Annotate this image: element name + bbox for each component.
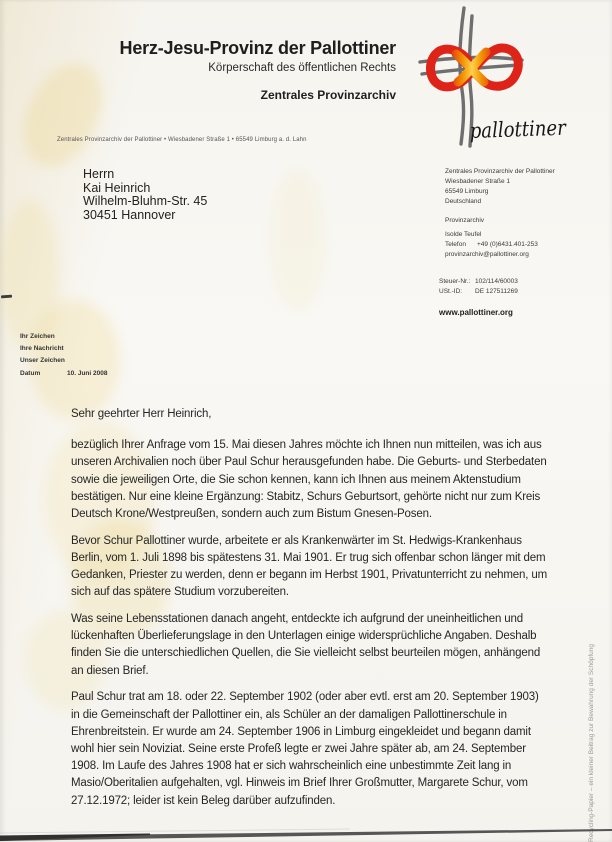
- letterhead: [98, 38, 396, 102]
- recipient-line: Kai Heinrich: [83, 180, 151, 195]
- recipient-line: Herrn: [83, 167, 115, 181]
- recycling-note: Recycling-Papier – ein kleiner Beitrag zur Bewahrung der Schöpfung: [588, 644, 595, 842]
- date-label: Datum: [20, 369, 41, 377]
- our-ref-label: Unser Zeichen: [20, 357, 65, 365]
- body-paragraph: Paul Schur trat am 18. oder 22. September 1902 (oder aber evtl. erst am 20. September 1903) in die Gemeinschaft der Pallottiner ein, als Schüler an der damaligen Pallottinerschule in Ehrenbreitstein. Er wurde am 24. September 1906 in Limburg eingekleidet und begann damit wohl hier sein Noviziat. Seine erste Profeß legte er zwei Jahre später ab, am 24. September 1908. Im Laufe des Jahres 1908 hat er sich wahrscheinlich eine unbestimmte Zeit lang in Masio/Oberitalien aufgehalten, vgl. Hinweis im Brief Ihrer Großmutter, Margarete Schur, vom 27.12.1972; leider ist kein Beleg darüber aufzufinden.: [71, 691, 539, 807]
- website-url: www.pallottiner.org: [439, 308, 513, 317]
- contact-info-block: [445, 167, 595, 260]
- contact-address-line: Wiesbadener Straße 1: [445, 178, 511, 185]
- vat-number: DE 127511269: [475, 287, 518, 295]
- recipient-address: [83, 168, 207, 222]
- vat-label: USt.-ID:: [439, 287, 463, 295]
- contact-department: Provinzarchiv: [445, 217, 485, 224]
- paper-stain: [0, 200, 60, 350]
- recipient-line: Wilhelm-Bluhm-Str. 45: [83, 194, 208, 209]
- tax-label: Steuer-Nr.:: [439, 278, 471, 285]
- pallottiner-logo-icon: [418, 2, 612, 152]
- recipient-line: 30451 Hannover: [83, 207, 176, 222]
- contact-address-line: Zentrales Provinzarchiv der Pallottiner: [445, 168, 555, 175]
- paper-stain: [270, 170, 325, 310]
- letterhead-department: Zentrales Provinzarchiv: [260, 88, 396, 102]
- body-paragraph: Was seine Lebensstationen danach angeht, entdeckte ich aufgrund der uneinheitlichen und lückenhaften Überlieferungslage in den Unterlagen einige widersprüchliche Angaben. Deshalb finden Sie die unterschiedlichen Quellen, die Sie vielleicht selbst beurteilen mögen, anhängend an diesen Brief.: [71, 613, 541, 677]
- contact-address-line: 65549 Limburg: [445, 188, 489, 195]
- sender-line: Zentrales Provinzarchiv der Pallottiner • Wiesbadener Straße 1 • 65549 Limburg a. d. Lahn: [57, 137, 307, 143]
- tax-number: 102/114/60003: [475, 278, 518, 285]
- phone-number: +49 (0)6431.401-253: [477, 241, 538, 248]
- your-ref-label: Ihr Zeichen: [20, 333, 55, 340]
- date-value: 10. Juni 2008: [67, 369, 108, 377]
- contact-person: Isolde Teufel: [445, 231, 482, 238]
- your-message-label: Ihre Nachricht: [20, 345, 64, 353]
- fold-mark: [1, 295, 12, 298]
- logo-wordmark: pallottiner: [469, 115, 582, 143]
- phone-label: Telefon: [445, 241, 466, 248]
- salutation: Sehr geehrter Herr Heinrich,: [71, 408, 212, 420]
- reference-block: [20, 331, 107, 380]
- page-bottom-edge: [0, 818, 612, 842]
- body-paragraph: bezüglich Ihrer Anfrage vom 15. Mai diesen Jahres möchte ich Ihnen nun mitteilen, was ich aus unseren Archivalien noch über Paul Schur herausgefunden habe. Die Geburts- und Sterbedaten sowie die jeweiligen Orte, die Sie schon kennen, kann ich Ihnen aus meinem Aktenstudium bestätigen. Nur eine kleine Ergänzung: Stabitz, Schurs Geburtsort, gehörte nicht nur zum Kreis Deutsch Krone/Westpreußen, sondern auch zum Bistum Gnesen-Posen.: [71, 439, 547, 521]
- letter-body: [71, 406, 547, 819]
- letterhead-title: Herz-Jesu-Provinz der Pallottiner: [119, 38, 396, 58]
- letterhead-subtitle: Körperschaft des öffentlichen Rechts: [208, 62, 396, 74]
- contact-email: provinzarchiv@pallottiner.org: [445, 250, 529, 258]
- tax-info-block: [439, 277, 518, 296]
- body-paragraph: Bevor Schur Pallottiner wurde, arbeitete er als Krankenwärter im St. Hedwigs-Krankenhaus Berlin, vom 1. Juli 1898 bis spätestens 31. Mai 1901. Er trug sich offenbar schon länger mit dem Gedanken, Priester zu werden, denn er begann im Herbst 1901, Privatunterricht zu nehmen, um sich auf das spätere Studium vorzubereiten.: [71, 534, 548, 599]
- contact-address-line: Deutschland: [445, 198, 482, 205]
